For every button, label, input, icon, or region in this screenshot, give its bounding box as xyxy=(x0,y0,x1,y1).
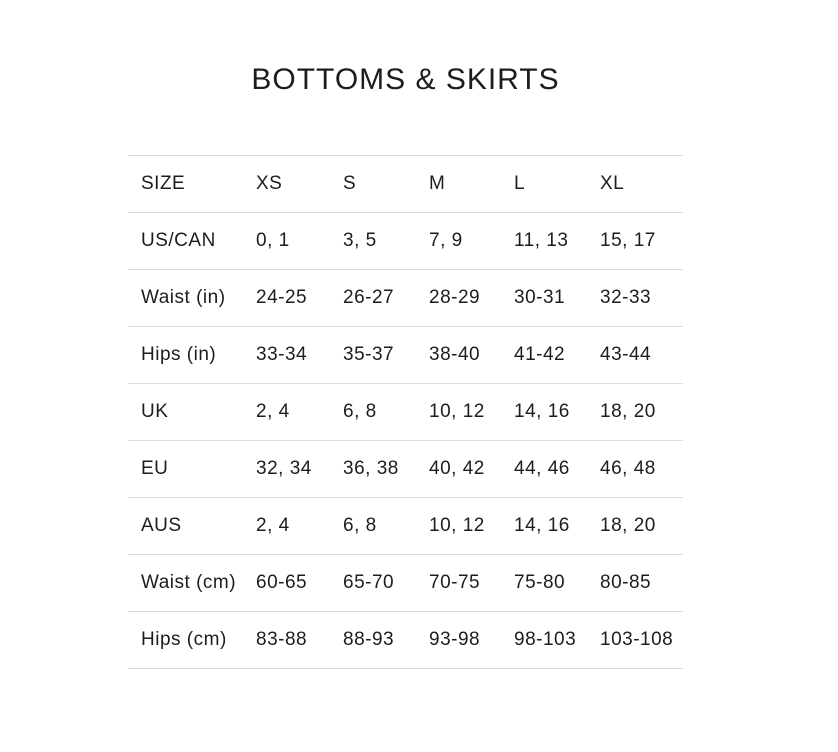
row-label: Waist (cm) xyxy=(141,572,237,593)
size-cell: 30-31 xyxy=(514,287,566,308)
row-label: Hips (cm) xyxy=(141,629,227,650)
size-cell: 98-103 xyxy=(514,629,577,650)
size-chart-table xyxy=(128,155,683,669)
column-header: XL xyxy=(600,173,625,194)
size-cell: 14, 16 xyxy=(514,515,570,536)
size-cell: 18, 20 xyxy=(600,515,656,536)
table-row xyxy=(128,441,683,498)
table-row xyxy=(128,384,683,441)
size-cell: 2, 4 xyxy=(256,515,290,536)
size-cell: 14, 16 xyxy=(514,401,570,422)
size-cell: 43-44 xyxy=(600,344,652,365)
size-cell: 75-80 xyxy=(514,572,566,593)
size-cell: 40, 42 xyxy=(429,458,485,479)
size-cell: 24-25 xyxy=(256,287,308,308)
row-label: US/CAN xyxy=(141,230,216,251)
size-chart-page xyxy=(128,0,683,669)
size-cell: 46, 48 xyxy=(600,458,656,479)
row-label: UK xyxy=(141,401,169,422)
size-cell: 26-27 xyxy=(343,287,395,308)
column-header: SIZE xyxy=(141,173,186,194)
size-cell: 32-33 xyxy=(600,287,652,308)
size-cell: 2, 4 xyxy=(256,401,290,422)
table-row xyxy=(128,498,683,555)
column-header: L xyxy=(514,173,526,194)
row-label: EU xyxy=(141,458,169,479)
size-cell: 10, 12 xyxy=(429,401,485,422)
table-row xyxy=(128,327,683,384)
table-row xyxy=(128,270,683,327)
size-cell: 65-70 xyxy=(343,572,395,593)
size-cell: 35-37 xyxy=(343,344,395,365)
table-body xyxy=(128,213,683,669)
size-cell: 36, 38 xyxy=(343,458,399,479)
size-cell: 3, 5 xyxy=(343,230,377,251)
size-cell: 33-34 xyxy=(256,344,308,365)
size-cell: 10, 12 xyxy=(429,515,485,536)
size-cell: 18, 20 xyxy=(600,401,656,422)
size-cell: 7, 9 xyxy=(429,230,463,251)
table-row xyxy=(128,555,683,612)
size-cell: 41-42 xyxy=(514,344,566,365)
size-cell: 32, 34 xyxy=(256,458,312,479)
size-cell: 0, 1 xyxy=(256,230,290,251)
size-cell: 83-88 xyxy=(256,629,308,650)
column-header: M xyxy=(429,173,446,194)
row-label: Waist (in) xyxy=(141,287,226,308)
column-header: XS xyxy=(256,173,283,194)
size-cell: 93-98 xyxy=(429,629,481,650)
table-row xyxy=(128,213,683,270)
size-cell: 11, 13 xyxy=(514,230,569,251)
row-label: AUS xyxy=(141,515,182,536)
size-cell: 38-40 xyxy=(429,344,481,365)
size-cell: 28-29 xyxy=(429,287,481,308)
column-header: S xyxy=(343,173,357,194)
size-cell: 6, 8 xyxy=(343,515,377,536)
size-cell: 15, 17 xyxy=(600,230,656,251)
table-row xyxy=(128,612,683,669)
size-cell: 70-75 xyxy=(429,572,481,593)
header-row xyxy=(128,156,683,213)
size-cell: 88-93 xyxy=(343,629,395,650)
size-cell: 6, 8 xyxy=(343,401,377,422)
row-label: Hips (in) xyxy=(141,344,217,365)
size-cell: 103-108 xyxy=(600,629,674,650)
size-cell: 44, 46 xyxy=(514,458,570,479)
page-title: BOTTOMS & SKIRTS xyxy=(251,63,560,96)
size-cell: 80-85 xyxy=(600,572,652,593)
size-cell: 60-65 xyxy=(256,572,308,593)
